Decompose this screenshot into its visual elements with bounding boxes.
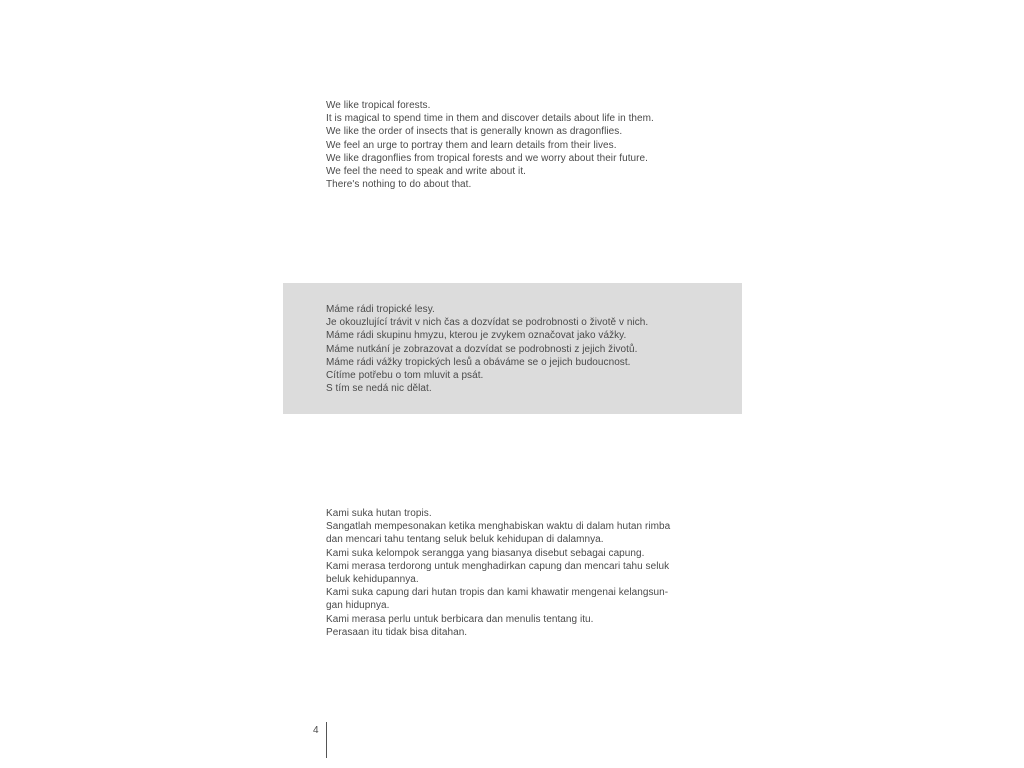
czech-line: Máme rádi tropické lesy. — [326, 304, 435, 315]
english-line: We feel the need to speak and write about it. — [326, 166, 526, 178]
page-number-divider — [326, 722, 327, 758]
czech-text-block — [326, 303, 648, 395]
indonesian-line: Perasaan itu tidak bisa ditahan. — [326, 626, 468, 638]
english-line: We like the order of insects that is generally known as dragonflies. — [326, 126, 623, 138]
czech-line: Máme rádi skupinu hmyzu, kterou je zvykem označovat jako vážky. — [326, 330, 627, 342]
english-line: We like tropical forests. — [326, 100, 431, 111]
english-text-block — [326, 99, 654, 191]
indonesian-line: beluk kehidupannya. — [326, 574, 419, 586]
czech-line: Máme nutkání je zobrazovat a dozvídat se podrobnosti z jejich životů. — [326, 343, 638, 355]
english-line: There's nothing to do about that. — [326, 179, 472, 191]
czech-line: S tím se nedá nic dělat. — [326, 383, 432, 395]
indonesian-line: Kami suka capung dari hutan tropis dan kami khawatir mengenai kelangsun- — [326, 587, 669, 599]
english-line: We like dragonflies from tropical forests and we worry about their future. — [326, 152, 648, 164]
czech-line: Je okouzlující trávit v nich čas a dozvídat se podrobnosti o životě v nich. — [326, 317, 649, 329]
czech-line: Máme rádi vážky tropických lesů a obáváme se o jejich budoucnost. — [326, 356, 631, 368]
indonesian-line: Kami suka hutan tropis. — [326, 508, 432, 519]
indonesian-line: Kami merasa perlu untuk berbicara dan menulis tentang itu. — [326, 613, 594, 625]
page-number: 4 — [313, 725, 319, 736]
indonesian-line: Kami merasa terdorong untuk menghadirkan capung dan mencari tahu seluk — [326, 560, 670, 572]
english-line: It is magical to spend time in them and discover details about life in them. — [326, 113, 654, 125]
czech-line: Cítíme potřebu o tom mluvit a psát. — [326, 370, 484, 382]
indonesian-text-block — [326, 507, 670, 639]
indonesian-line: gan hidupnya. — [326, 600, 390, 612]
english-line: We feel an urge to portray them and learn details from their lives. — [326, 139, 617, 151]
indonesian-line: dan mencari tahu tentang seluk beluk kehidupan di dalamnya. — [326, 534, 604, 546]
indonesian-line: Kami suka kelompok serangga yang biasanya disebut sebagai capung. — [326, 547, 645, 559]
indonesian-line: Sangatlah mempesonakan ketika menghabiskan waktu di dalam hutan rimba — [326, 521, 671, 533]
